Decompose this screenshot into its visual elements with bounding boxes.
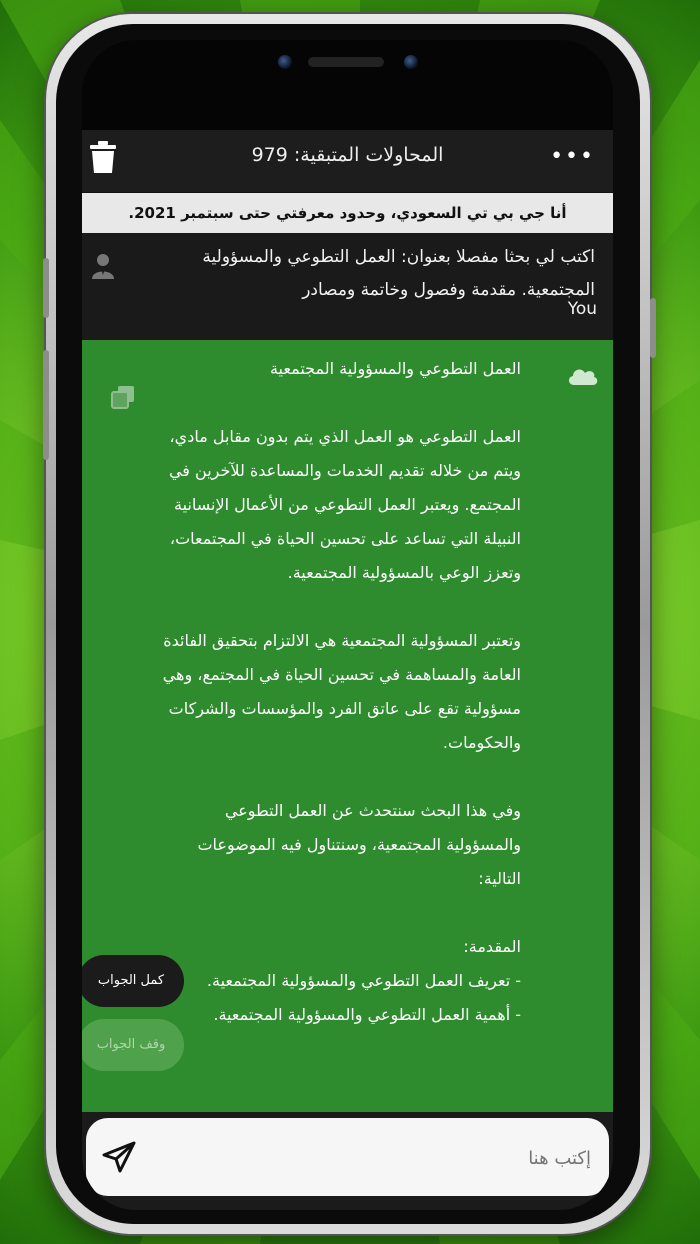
knowledge-notice: أنا جي بي تي السعودي، وحدود معرفتي حتى سبتمبر 2021. xyxy=(82,193,613,233)
copy-icon[interactable] xyxy=(110,384,136,410)
remaining-attempts: المحاولات المتبقية: 979 xyxy=(251,144,444,166)
user-message-text: اكتب لي بحثا مفصلا بعنوان: العمل التطوعي والمسؤولية المجتمعية. مقدمة وفصول وخاتمة ومصادر xyxy=(202,247,595,300)
message-input-box xyxy=(86,1118,609,1196)
message-input[interactable] xyxy=(209,1118,593,1198)
earpiece-speaker xyxy=(308,57,384,67)
sensor xyxy=(404,55,418,69)
continue-answer-button[interactable]: كمل الجواب xyxy=(82,955,184,1007)
sender-label: You xyxy=(567,299,597,319)
front-camera xyxy=(278,55,292,69)
stop-answer-button[interactable]: وقف الجواب xyxy=(82,1019,184,1071)
notch xyxy=(82,40,613,130)
user-icon xyxy=(92,253,114,279)
more-icon[interactable]: ••• xyxy=(550,144,595,169)
app-screen xyxy=(82,40,613,1210)
bot-message-text: العمل التطوعي والمسؤولية المجتمعية العمل التطوعي هو العمل الذي يتم بدون مقابل مادي، ويتم من خلاله تقديم الخدمات والمساعدة للآخرين في المجتمع. ويعتبر العمل التطوعي من الأعمال الإنسانية النبيلة التي تساعد على تحسين الحياة في المجتمعات، وتعزز الوعي بالمسؤولية المجتمعية. وتعتبر المسؤولية المجتمعية هي الالتزام بتحقيق الفائدة العامة والمساهمة في تحسين الحياة في المجتمع، وهي مسؤولية تقع على عاتق الفرد والمؤسسات والشركات والحكومات. وفي هذا البحث سنتحدث عن العمل التطوعي والمسؤولية المجتمعية، وسنتناول فيه الموضوعات التالية: المقدمة: - تعريف العمل التطوعي والمسؤولية المجتمعية. - أهمية العمل التطوعي والمسؤولية المجتمعية. xyxy=(162,359,521,1024)
composer xyxy=(82,1112,613,1210)
user-message xyxy=(82,233,613,340)
power-button xyxy=(650,298,656,358)
mute-switch xyxy=(43,258,49,318)
volume-button xyxy=(43,350,49,460)
top-bar xyxy=(82,130,613,192)
cloud-icon xyxy=(567,364,599,386)
send-icon[interactable] xyxy=(102,1141,136,1173)
